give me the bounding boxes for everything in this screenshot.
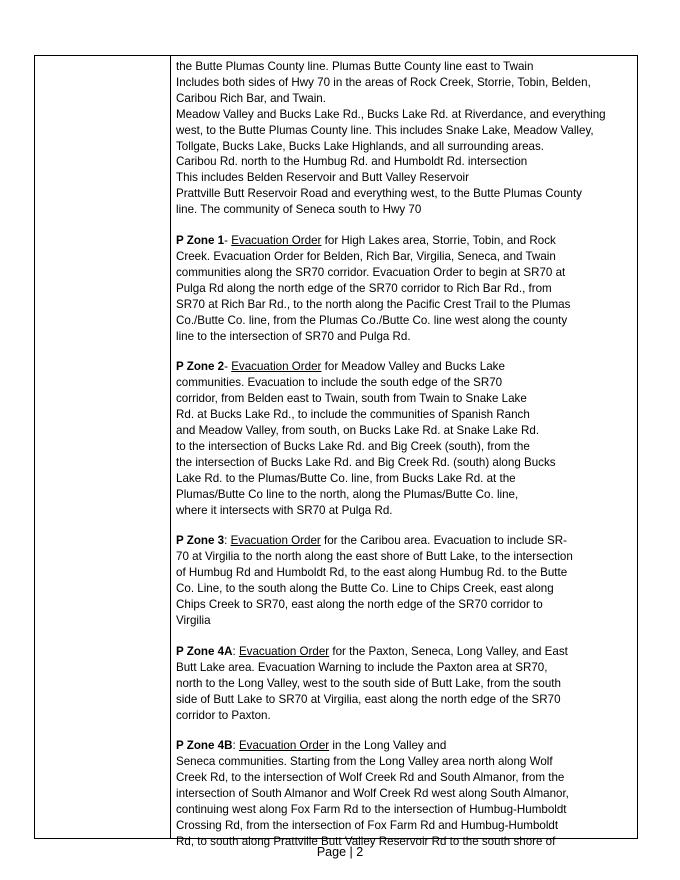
intro-line: Prattville Butt Reservoir Road and everything west, to the Butte Plumas County: [176, 187, 582, 201]
zone-description-cell: [176, 59, 634, 848]
zone-line-text: for High Lakes area, Storrie, Tobin, and Rock: [321, 234, 556, 248]
zone-title: P Zone 4B: [176, 739, 233, 753]
zone-first-line: [176, 359, 634, 375]
zone-line: Rd, to south along Prattville Butt Valley Reservoir Rd to the south shore of: [176, 834, 556, 848]
evacuation-order-label: Evacuation Order: [231, 360, 322, 374]
zone-table: [34, 55, 638, 848]
zone-first-line: [176, 644, 634, 660]
zone-title: P Zone 2: [176, 360, 225, 374]
zone-line: the intersection of Bucks Lake Rd. and Big Creek Rd. (south) along Bucks: [176, 455, 556, 469]
zone-title-separator: :: [232, 739, 239, 753]
zone-line: continuing west along Fox Farm Rd to the intersection of Humbug-Humboldt: [176, 803, 567, 817]
zone-paragraph: [176, 738, 634, 849]
zone-line: north to the Long Valley, west to the south side of Butt Lake, from the south: [176, 676, 561, 690]
zone-line: Co./Butte Co. line, from the Plumas Co./Butte Co. line west along the county: [176, 313, 568, 327]
intro-line: This includes Belden Reservoir and Butt Valley Reservoir: [176, 171, 469, 185]
zone-line: where it intersects with SR70 at Pulga Rd.: [176, 503, 393, 517]
zone-line-text: for the Caribou area. Evacuation to include SR-: [320, 534, 567, 548]
zone-list: [176, 233, 634, 850]
zone-line: corridor, from Belden east to Twain, south from Twain to Snake Lake: [176, 392, 527, 406]
zone-title-separator: :: [232, 644, 239, 658]
zone-paragraph: [176, 233, 634, 344]
evacuation-order-label: Evacuation Order: [230, 534, 321, 548]
zone-title-separator: :: [224, 534, 231, 548]
zone-line: and Meadow Valley, from south, on Bucks Lake Rd. at Snake Lake Rd.: [176, 424, 540, 438]
zone-first-line: [176, 533, 634, 549]
intro-line: Tollgate, Bucks Lake, Bucks Lake Highlands, and all surrounding areas.: [176, 139, 544, 153]
zone-title-separator: -: [224, 360, 232, 374]
zone-first-line: [176, 233, 634, 249]
zone-line: Lake Rd. to the Plumas/Butte Co. line, from Bucks Lake Rd. at the: [176, 471, 516, 485]
intro-paragraph: [176, 59, 634, 218]
zone-paragraph: [176, 533, 634, 628]
zone-line: of Humbug Rd and Humboldt Rd, to the east along Humbug Rd. to the Butte: [176, 566, 568, 580]
evacuation-order-label: Evacuation Order: [238, 739, 330, 753]
zone-line-text: in the Long Valley and: [329, 739, 447, 753]
zone-title: P Zone 1: [176, 234, 225, 248]
page-footer: Page | 2: [316, 845, 364, 859]
zone-line: Rd. at Bucks Lake Rd., to include the communities of Spanish Ranch: [176, 408, 530, 422]
zone-line: Creek Rd, to the intersection of Wolf Creek Rd and South Almanor, from the: [176, 771, 565, 785]
intro-line: line. The community of Seneca south to Hwy 70: [176, 203, 422, 217]
zone-line: intersection of South Almanor and Wolf Creek Rd west along South Almanor,: [176, 787, 569, 801]
zone-line-text: for the Paxton, Seneca, Long Valley, and East: [329, 644, 568, 658]
intro-line: west, to the Butte Plumas County line. This includes Snake Lake, Meadow Valley,: [176, 123, 594, 137]
zone-title-separator: -: [224, 234, 232, 248]
zone-line: Crossing Rd, from the intersection of Fox Farm Rd and Humbug-Humboldt: [176, 818, 559, 832]
zone-line: corridor to Paxton.: [176, 708, 271, 722]
column-divider: [170, 56, 171, 838]
zone-line: line to the intersection of SR70 and Pulga Rd.: [176, 329, 411, 343]
zone-line: Virgilia: [176, 614, 211, 627]
zone-title: P Zone 4A: [176, 644, 233, 658]
evacuation-order-label: Evacuation Order: [231, 234, 322, 248]
intro-line: Caribou Rich Bar, and Twain.: [176, 91, 326, 105]
zone-line: Pulga Rd along the north edge of the SR70 corridor to Rich Bar Rd., from: [176, 281, 552, 295]
zone-paragraph: [176, 644, 634, 724]
zone-line: side of Butt Lake to SR70 at Virgilia, east along the north edge of the SR70: [176, 692, 561, 706]
zone-line: Seneca communities. Starting from the Long Valley area north along Wolf: [176, 755, 553, 769]
intro-line: the Butte Plumas County line. Plumas Butte County line east to Twain: [176, 60, 534, 73]
zone-line: communities along the SR70 corridor. Evacuation Order to begin at SR70 at: [176, 265, 566, 279]
zone-first-line: [176, 738, 634, 754]
zone-line: 70 at Virgilia to the north along the east shore of Butt Lake, to the intersection: [176, 550, 573, 564]
zone-line: to the intersection of Bucks Lake Rd. and Big Creek (south), from the: [176, 439, 530, 453]
zone-title: P Zone 3: [176, 534, 225, 548]
intro-line: Meadow Valley and Bucks Lake Rd., Bucks Lake Rd. at Riverdance, and everything: [176, 107, 606, 121]
zone-line: communities. Evacuation to include the south edge of the SR70: [176, 376, 503, 390]
evacuation-order-label: Evacuation Order: [238, 644, 330, 658]
zone-line: Plumas/Butte Co line to the north, along the Plumas/Butte Co. line,: [176, 487, 519, 501]
zone-line-text: for Meadow Valley and Bucks Lake: [321, 360, 505, 374]
intro-line: Caribou Rd. north to the Humbug Rd. and Humboldt Rd. intersection: [176, 155, 528, 169]
intro-line: Includes both sides of Hwy 70 in the areas of Rock Creek, Storrie, Tobin, Belden,: [176, 75, 591, 89]
zone-line: Co. Line, to the south along the Butte Co. Line to Chips Creek, east along: [176, 582, 554, 596]
zone-line: Butt Lake area. Evacuation Warning to include the Paxton area at SR70,: [176, 660, 548, 674]
zone-line: Creek. Evacuation Order for Belden, Rich Bar, Virgilia, Seneca, and Twain: [176, 249, 556, 263]
zone-line: Chips Creek to SR70, east along the north edge of the SR70 corridor to: [176, 598, 543, 612]
zone-paragraph: [176, 359, 634, 518]
zone-line: SR70 at Rich Bar Rd., to the north along the Pacific Crest Trail to the Plumas: [176, 297, 571, 311]
